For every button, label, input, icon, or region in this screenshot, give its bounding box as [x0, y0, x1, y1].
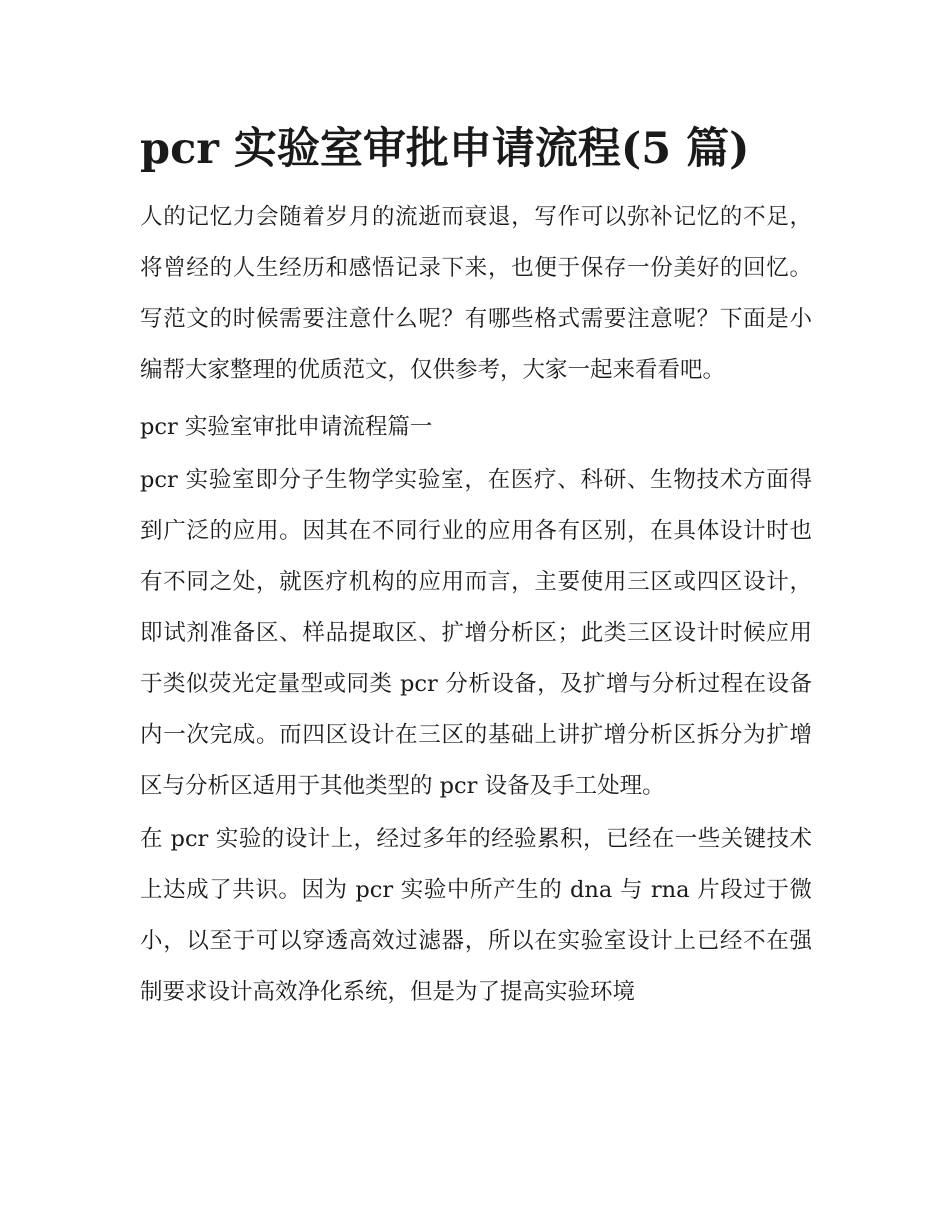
section-heading: pcr 实验室审批申请流程篇一 — [140, 414, 433, 440]
body-paragraph-2: 在 pcr 实验的设计上，经过多年的经验累积，已经在一些关键技术上达成了共识。因为 pcr 实验中所产生的 dna 与 rna 片段过于微小，以至于可以穿透高效过滤器，所以在实验室设计上已经不在强制要求设计高效净化系统，但是为了提高实验环境 — [140, 826, 812, 1005]
document-title: pcr 实验室审批申请流程(5 篇) — [140, 124, 750, 174]
intro-paragraph: 人的记忆力会随着岁月的流逝而衰退，写作可以弥补记忆的不足，将曾经的人生经历和感悟记录下来，也便于保存一份美好的回忆。写范文的时候需要注意什么呢？有哪些格式需要注意呢？下面是小编帮大家整理的优质范文，仅供参考，大家一起来看看吧。 — [140, 204, 812, 383]
document-page — [140, 118, 812, 1018]
body-paragraph-1: pcr 实验室即分子生物学实验室，在医疗、科研、生物技术方面得到广泛的应用。因其在不同行业的应用各有区别，在具体设计时也有不同之处，就医疗机构的应用而言，主要使用三区或四区设计，即试剂准备区、样品提取区、扩增分析区；此类三区设计时候应用于类似荧光定量型或同类 pcr 分析设备，及扩增与分析过程在设备内一次完成。而四区设计在三区的基础上讲扩增分析区拆分为扩增区与分析区适用于其他类型的 pcr 设备及手工处理。 — [140, 467, 812, 799]
